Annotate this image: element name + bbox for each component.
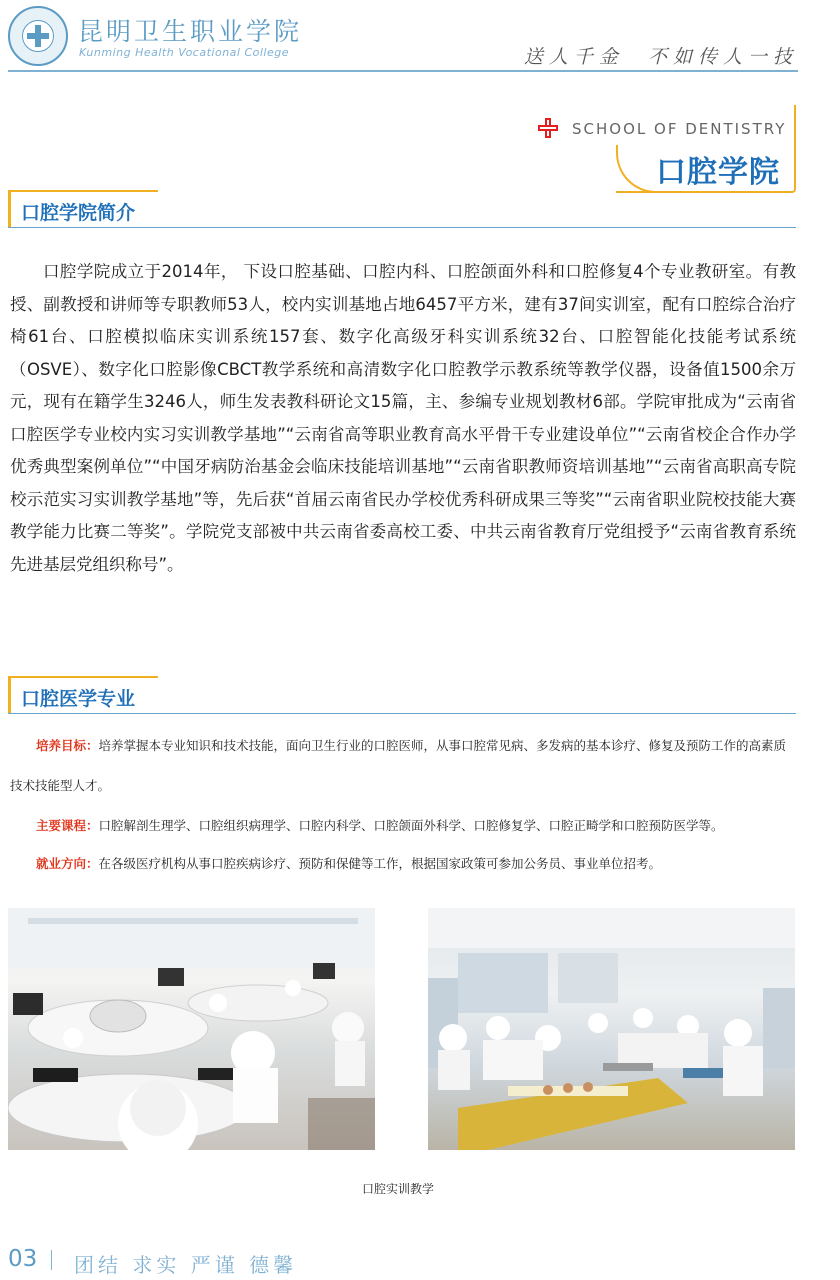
school-title-cn: 口腔学院 [656, 155, 780, 190]
career-direction-label: 就业方向： [36, 856, 99, 871]
page-number: 03 [8, 1246, 38, 1272]
main-courses-text: 口腔解剖生理学、口腔组织病理学、口腔内科学、口腔颌面外科学、口腔修复学、口腔正畸学和口腔预防医学等。 [98, 818, 724, 833]
training-goal [10, 726, 796, 806]
intro-heading: 口腔学院简介 [21, 202, 136, 224]
training-lab-photo-1 [8, 908, 375, 1150]
training-goal-text: 培养掌握本专业知识和技术技能，面向卫生行业的口腔医师，从事口腔常见病、多发病的基本诊疗、修复及预防工作的高素质技术技能型人才。 [10, 738, 787, 793]
training-lab-photo-2 [428, 908, 795, 1150]
main-courses [10, 806, 796, 846]
training-goal-label: 培养目标： [36, 738, 99, 753]
header-divider [8, 70, 798, 72]
college-name-en: Kunming Health Vocational College [79, 46, 290, 59]
career-direction-text: 在各级医疗机构从事口腔疾病诊疗、预防和保健等工作，根据国家政策可参加公务员、事业单位招考。 [98, 856, 662, 871]
footer-motto: 团结 求实 严谨 德馨 [74, 1253, 298, 1277]
intro-section-header [8, 190, 796, 230]
footer-separator [51, 1250, 52, 1270]
school-title-en: SCHOOL OF DENTISTRY [572, 120, 787, 138]
college-name-cn: 昆明卫生职业学院 [78, 17, 303, 46]
college-seal-icon [8, 6, 68, 66]
red-cross-icon [538, 118, 558, 138]
intro-paragraph: 口腔学院成立于2014年， 下设口腔基础、口腔内科、口腔颌面外科和口腔修复4个专业教研室。有教授、副教授和讲师等专职教师53人，校内实训基地占地6457平方米，建有37间实训室，配有口腔综合治疗椅61台、口腔模拟临床实训系统157套、数字化高级牙科实训系统32台、口腔智能化技能考试系统（OSVE）、数字化口腔影像CBCT教学系统和高清数字化口腔教学示教系统等教学仪器，设备值1500余万元，现有在籍学生3246人，师生发表教科研论文15篇，主、参编专业规划教材6部。学院审批成为“云南省口腔医学专业校内实习实训教学基地”“云南省高等职业教育高水平骨干专业建设单位”“云南省校企合作办学优秀典型案例单位”“中国牙病防治基金会临床技能培训基地”“云南省职教师资培训基地”“云南省高职高专院校示范实习实训教学基地”等，先后获“首届云南省民办学校优秀科研成果三等奖”“云南省职业院校技能大赛教学能力比赛二等奖”。学院党支部被中共云南省委高校工委、中共云南省教育厅党组授予“云南省教育系统先进基层党组织称号”。 [10, 262, 796, 574]
career-direction [10, 844, 796, 884]
major-heading: 口腔医学专业 [21, 688, 136, 710]
header-motto: 送人千金 不如传人一技 [523, 46, 798, 68]
main-courses-label: 主要课程： [36, 818, 99, 833]
major-section-header [8, 676, 796, 716]
photo-caption: 口腔实训教学 [361, 1182, 434, 1196]
